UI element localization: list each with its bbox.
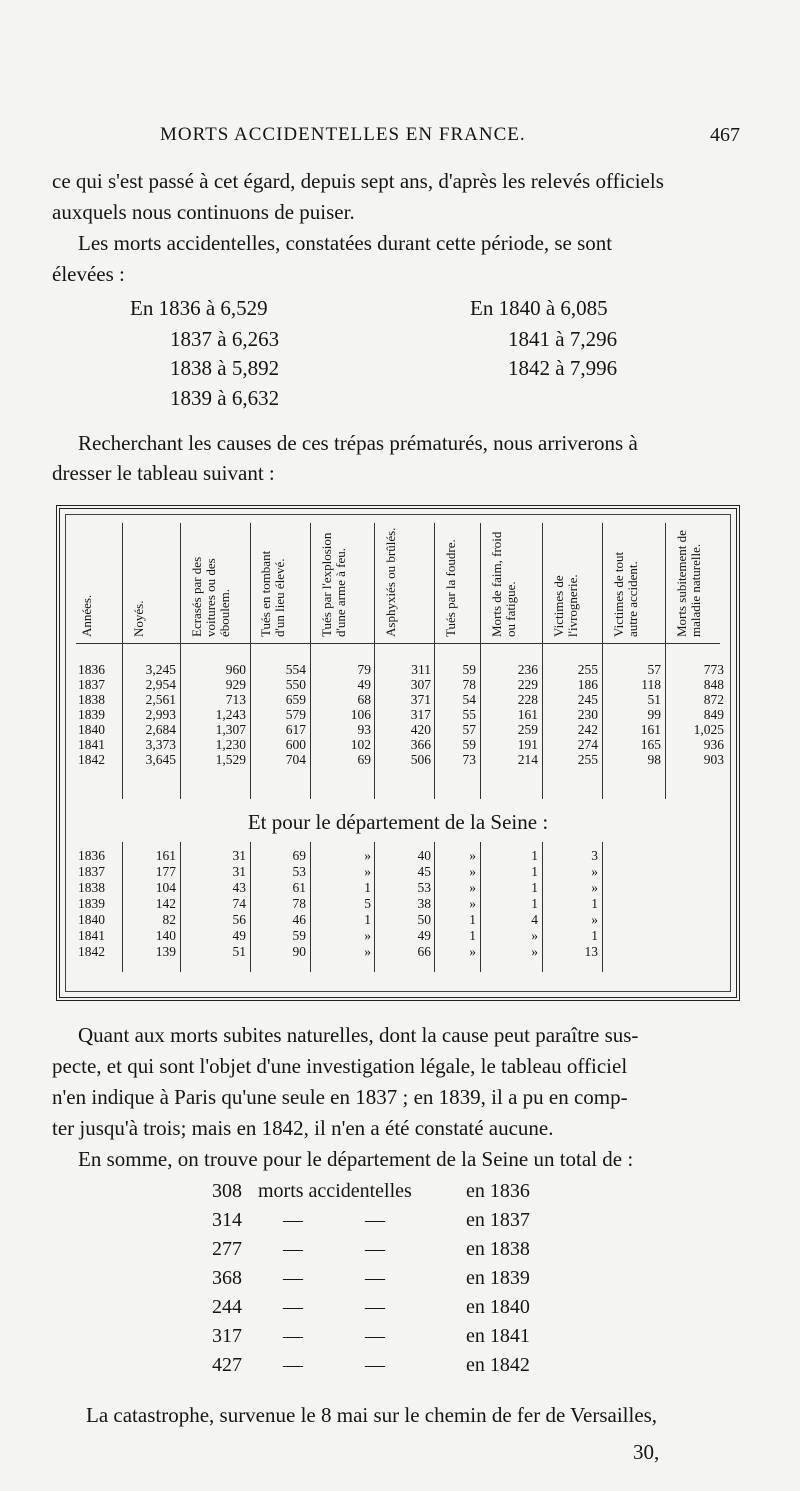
ditto-dash: — xyxy=(283,1267,303,1289)
column-header: Asphyxiés ou brûlés. xyxy=(383,527,398,637)
table-cell: 1,243 xyxy=(215,707,246,722)
table-cell: 56 xyxy=(232,912,246,927)
total-1839: 1839 à 6,632 xyxy=(170,386,280,410)
table-cell: 1,230 xyxy=(215,737,246,752)
paragraph-line: En somme, on trouve pour le département de la Seine un total de : xyxy=(78,1147,634,1171)
table-cell: 68 xyxy=(357,692,371,707)
paragraph-line: pecte, et qui sont l'objet d'une investigation légale, le tableau officiel xyxy=(52,1054,628,1078)
table-cell: 659 xyxy=(285,692,306,707)
total-1842: 1842 à 7,996 xyxy=(508,356,618,380)
table-cell: 2,561 xyxy=(145,692,176,707)
total-1836: En 1836 à 6,529 xyxy=(130,296,268,320)
table-cell: 38 xyxy=(417,896,431,911)
table-cell: 773 xyxy=(703,662,724,677)
table-cell: 54 xyxy=(462,692,476,707)
column-divider xyxy=(542,523,543,799)
ditto-dash: — xyxy=(283,1354,303,1376)
table-cell: 142 xyxy=(155,896,176,911)
paragraph-line: Recherchant les causes de ces trépas prématurés, nous arriverons à xyxy=(78,431,638,455)
ditto-dash: — xyxy=(365,1325,385,1347)
table-cell: » xyxy=(591,880,598,895)
table-cell: 713 xyxy=(225,692,246,707)
column-divider xyxy=(602,842,603,972)
table-cell: 99 xyxy=(647,707,661,722)
table-cell: 102 xyxy=(350,737,371,752)
table-cell: 1,025 xyxy=(693,722,724,737)
column-divider xyxy=(480,842,481,972)
running-header xyxy=(160,124,740,154)
table-cell: 49 xyxy=(232,928,246,943)
table-cell: 2,954 xyxy=(145,677,176,692)
table-cell: 165 xyxy=(640,737,661,752)
ditto-dash: — xyxy=(283,1325,303,1347)
table-cell: 936 xyxy=(703,737,724,752)
table-cell: » xyxy=(591,864,598,879)
table-cell: 1836 xyxy=(78,662,105,677)
table-cell: 236 xyxy=(517,662,538,677)
page-number: 467 xyxy=(710,124,740,146)
table-cell: 1840 xyxy=(78,722,105,737)
table-cell: » xyxy=(591,912,598,927)
table-cell: 82 xyxy=(162,912,176,927)
paragraph-line: n'en indique à Paris qu'une seule en 1837 ; en 1839, il a pu en comp- xyxy=(52,1085,628,1109)
ditto-dash: — xyxy=(365,1296,385,1318)
table-cell: 1 xyxy=(531,848,538,863)
table-cell: 78 xyxy=(462,677,476,692)
table-cell: 78 xyxy=(292,896,306,911)
table-cell: 57 xyxy=(647,662,661,677)
summary-year: en 1840 xyxy=(466,1296,530,1318)
summary-year: en 1836 xyxy=(466,1180,530,1202)
table-cell: 45 xyxy=(417,864,431,879)
column-header: Tués par l'explosion d'une arme à feu. xyxy=(319,532,348,637)
summary-count: 244 xyxy=(212,1296,242,1318)
table-cell: 74 xyxy=(232,896,246,911)
summary-count: 368 xyxy=(212,1267,242,1289)
table-cell: » xyxy=(469,944,476,959)
table-cell: 1 xyxy=(531,864,538,879)
table-cell: 550 xyxy=(285,677,306,692)
table-cell: 1837 xyxy=(78,677,105,692)
header-rule xyxy=(76,643,720,644)
table-cell: 1837 xyxy=(78,864,105,879)
table-cell: 93 xyxy=(357,722,371,737)
table-cell: 73 xyxy=(462,752,476,767)
table-cell: 98 xyxy=(647,752,661,767)
column-divider xyxy=(374,842,375,972)
column-divider xyxy=(602,523,603,799)
table-cell: 59 xyxy=(462,662,476,677)
table-cell: 191 xyxy=(517,737,538,752)
ditto-dash: — xyxy=(365,1267,385,1289)
table-cell: » xyxy=(531,928,538,943)
table-cell: 1842 xyxy=(78,944,105,959)
column-divider xyxy=(665,523,666,799)
signature-mark: 30, xyxy=(633,1440,660,1464)
table-cell: 848 xyxy=(703,677,724,692)
table-cell: 960 xyxy=(225,662,246,677)
summary-count: 277 xyxy=(212,1238,242,1260)
table-cell: 1841 xyxy=(78,928,105,943)
table-cell: 214 xyxy=(517,752,538,767)
table-cell: 5 xyxy=(364,896,371,911)
table-cell: 59 xyxy=(292,928,306,943)
table-cell: 506 xyxy=(410,752,431,767)
table-cell: » xyxy=(364,864,371,879)
paragraph-line: auxquels nous continuons de puiser. xyxy=(52,200,355,224)
table-cell: 617 xyxy=(285,722,306,737)
table-cell: 51 xyxy=(647,692,661,707)
table-cell: 1838 xyxy=(78,880,105,895)
paragraph-line: La catastrophe, survenue le 8 mai sur le chemin de fer de Versailles, xyxy=(86,1403,658,1427)
ditto-dash: — xyxy=(365,1209,385,1231)
table-cell: 104 xyxy=(155,880,176,895)
table-cell: 371 xyxy=(410,692,431,707)
summary-year: en 1842 xyxy=(466,1354,530,1376)
summary-count: 308 xyxy=(212,1180,242,1202)
table-cell: 311 xyxy=(411,662,431,677)
table-cell: 1838 xyxy=(78,692,105,707)
table-cell: 1 xyxy=(531,896,538,911)
table-cell: 49 xyxy=(417,928,431,943)
table-cell: 259 xyxy=(517,722,538,737)
table-cell: 49 xyxy=(357,677,371,692)
paragraph-line: dresser le tableau suivant : xyxy=(52,461,275,485)
total-1840: En 1840 à 6,085 xyxy=(470,296,608,320)
table-cell: 161 xyxy=(640,722,661,737)
table-cell: 366 xyxy=(410,737,431,752)
table-cell: » xyxy=(364,848,371,863)
ditto-dash: — xyxy=(283,1238,303,1260)
table-cell: 1 xyxy=(469,928,476,943)
table-cell: 69 xyxy=(357,752,371,767)
table-cell: 46 xyxy=(292,912,306,927)
total-1841: 1841 à 7,296 xyxy=(508,327,618,351)
summary-year: en 1837 xyxy=(466,1209,530,1231)
header-title: MORTS ACCIDENTELLES EN FRANCE. xyxy=(160,124,526,145)
table-cell: » xyxy=(469,848,476,863)
table-cell: 43 xyxy=(232,880,246,895)
summary-count: 317 xyxy=(212,1325,242,1347)
column-header: Morts subitement de maladie naturelle. xyxy=(674,530,703,637)
column-header: Noyés. xyxy=(131,600,146,637)
column-divider xyxy=(122,523,123,799)
column-divider xyxy=(480,523,481,799)
table-cell: 55 xyxy=(462,707,476,722)
table-cell: 903 xyxy=(703,752,724,767)
summary-label: morts accidentelles xyxy=(258,1180,412,1202)
table-cell: » xyxy=(531,944,538,959)
column-divider xyxy=(310,523,311,799)
column-header: Années. xyxy=(79,594,94,637)
table-cell: 31 xyxy=(232,848,246,863)
table-cell: 1 xyxy=(364,880,371,895)
table-cell: 579 xyxy=(285,707,306,722)
table-cell: 420 xyxy=(410,722,431,737)
table-cell: 118 xyxy=(641,677,661,692)
table-cell: 1,307 xyxy=(215,722,246,737)
table-cell: 1 xyxy=(531,880,538,895)
column-header: Tués en tombant d'un lieu élevé. xyxy=(258,550,287,637)
table-cell: 2,993 xyxy=(145,707,176,722)
table-cell: 554 xyxy=(285,662,306,677)
table-cell: 40 xyxy=(417,848,431,863)
table-cell: 849 xyxy=(703,707,724,722)
table-cell: » xyxy=(469,864,476,879)
table-cell: 140 xyxy=(155,928,176,943)
seine-subtitle: Et pour le département de la Seine : xyxy=(247,810,549,834)
column-header: Victimes de tout autre accident. xyxy=(611,551,640,637)
column-divider xyxy=(250,523,251,799)
table-cell: 177 xyxy=(155,864,176,879)
table-cell: 50 xyxy=(417,912,431,927)
table-cell: 106 xyxy=(350,707,371,722)
table-cell: 307 xyxy=(410,677,431,692)
table-cell: 61 xyxy=(292,880,306,895)
table-cell: 1842 xyxy=(78,752,105,767)
table-cell: 31 xyxy=(232,864,246,879)
column-header: Ecrasés par des voitures ou des éboulem. xyxy=(189,556,232,637)
table-cell: 704 xyxy=(285,752,306,767)
table-cell: 1 xyxy=(364,912,371,927)
table-cell: 79 xyxy=(357,662,371,677)
table-cell: 229 xyxy=(517,677,538,692)
ditto-dash: — xyxy=(283,1209,303,1231)
table-cell: 51 xyxy=(232,944,246,959)
statistics-table xyxy=(56,505,740,1001)
table-cell: 161 xyxy=(517,707,538,722)
table-cell: 1 xyxy=(591,928,598,943)
column-divider xyxy=(434,842,435,972)
table-cell: 1836 xyxy=(78,848,105,863)
table-cell: 186 xyxy=(577,677,598,692)
table-cell: 255 xyxy=(577,662,598,677)
summary-count: 427 xyxy=(212,1354,242,1376)
table-cell: » xyxy=(364,944,371,959)
paragraph-line: Les morts accidentelles, constatées durant cette période, se sont xyxy=(78,231,613,255)
table-cell: 59 xyxy=(462,737,476,752)
column-header: Victimes de l'ivrognerie. xyxy=(551,574,580,637)
paragraph-line: ter jusqu'à trois; mais en 1842, il n'en a été constaté aucune. xyxy=(52,1116,554,1140)
table-cell: 228 xyxy=(517,692,538,707)
column-divider xyxy=(180,842,181,972)
column-divider xyxy=(374,523,375,799)
table-cell: 1839 xyxy=(78,707,105,722)
table-cell: 4 xyxy=(531,912,538,927)
column-divider xyxy=(180,523,181,799)
column-divider xyxy=(434,523,435,799)
table-cell: 872 xyxy=(703,692,724,707)
table-cell: 1 xyxy=(469,912,476,927)
paragraph-line: ce qui s'est passé à cet égard, depuis sept ans, d'après les relevés officiels xyxy=(52,169,664,193)
total-1838: 1838 à 5,892 xyxy=(170,356,280,380)
total-1837: 1837 à 6,263 xyxy=(170,327,280,351)
table-cell: 90 xyxy=(292,944,306,959)
table-cell: 317 xyxy=(410,707,431,722)
summary-count: 314 xyxy=(212,1209,242,1231)
paragraph-line: Quant aux morts subites naturelles, dont la cause peut paraître sus- xyxy=(78,1023,639,1047)
table-cell: 242 xyxy=(577,722,598,737)
table-inner-frame xyxy=(65,514,731,992)
table-cell: 929 xyxy=(225,677,246,692)
table-cell: 53 xyxy=(417,880,431,895)
table-cell: 3 xyxy=(591,848,598,863)
table-cell: 230 xyxy=(577,707,598,722)
table-cell: 2,684 xyxy=(145,722,176,737)
table-cell: 1839 xyxy=(78,896,105,911)
table-cell: 1841 xyxy=(78,737,105,752)
summary-year: en 1838 xyxy=(466,1238,530,1260)
summary-year: en 1839 xyxy=(466,1267,530,1289)
table-cell: 3,373 xyxy=(145,737,176,752)
column-divider xyxy=(250,842,251,972)
table-cell: 3,645 xyxy=(145,752,176,767)
paragraph-line: élevées : xyxy=(52,262,125,286)
table-cell: 1,529 xyxy=(215,752,246,767)
ditto-dash: — xyxy=(283,1296,303,1318)
table-cell: » xyxy=(364,928,371,943)
table-cell: 161 xyxy=(155,848,176,863)
summary-year: en 1841 xyxy=(466,1325,530,1347)
table-cell: 255 xyxy=(577,752,598,767)
table-cell: 53 xyxy=(292,864,306,879)
table-cell: 274 xyxy=(577,737,598,752)
ditto-dash: — xyxy=(365,1238,385,1260)
ditto-dash: — xyxy=(365,1354,385,1376)
table-cell: 3,245 xyxy=(145,662,176,677)
column-divider xyxy=(122,842,123,972)
table-cell: 139 xyxy=(155,944,176,959)
table-cell: 57 xyxy=(462,722,476,737)
column-divider xyxy=(542,842,543,972)
table-cell: 69 xyxy=(292,848,306,863)
table-cell: 66 xyxy=(417,944,431,959)
table-cell: 1 xyxy=(591,896,598,911)
table-cell: 600 xyxy=(285,737,306,752)
column-header: Morts de faim, froid ou fatigue. xyxy=(489,531,518,637)
table-cell: » xyxy=(469,880,476,895)
column-divider xyxy=(310,842,311,972)
table-cell: » xyxy=(469,896,476,911)
table-cell: 245 xyxy=(577,692,598,707)
table-cell: 1840 xyxy=(78,912,105,927)
table-cell: 13 xyxy=(584,944,598,959)
column-header: Tués par la foudre. xyxy=(443,539,458,637)
